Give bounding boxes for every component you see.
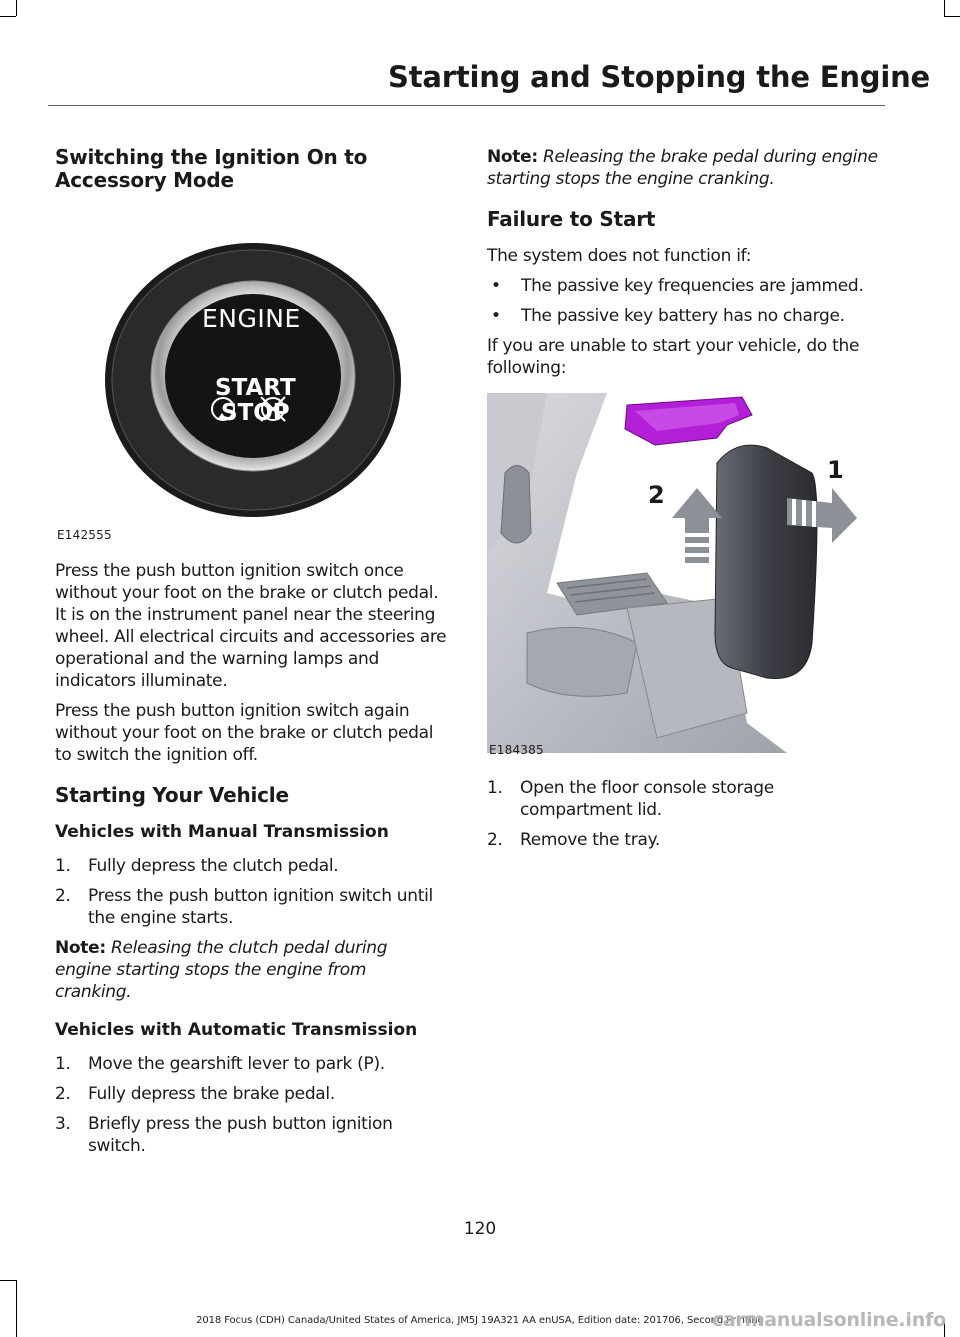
page-header-title: Starting and Stopping the Engine	[388, 60, 930, 94]
list-item: • The passive key frequencies are jammed.	[491, 276, 864, 296]
manual-steps-list	[55, 855, 447, 929]
crop-mark-bl-h	[0, 1280, 16, 1281]
failure-intro: The system does not function if:	[487, 246, 752, 266]
console-illustration	[487, 393, 867, 753]
left-column	[55, 146, 447, 1157]
callout-label-1: 1	[827, 456, 844, 484]
list-item: 1. Move the gearshift lever to park (P).	[55, 1054, 385, 1074]
figure-code: E142555	[57, 528, 112, 542]
subtitle-automatic-transmission: Vehicles with Automatic Transmission	[55, 1020, 418, 1040]
crop-mark-tr-h	[944, 16, 960, 17]
crop-mark-tl-h	[0, 16, 16, 17]
section-title-accessory-mode: Switching the Ignition On to Accessory Mode	[55, 145, 368, 192]
paragraph-accessory-off: Press the push button ignition switch again without your foot on the brake or clutch pedal to switch the ignition off.	[55, 701, 434, 765]
list-item: • The passive key battery has no charge.	[491, 306, 845, 326]
crop-mark-tl-v	[16, 0, 17, 16]
crop-mark-bl-v	[16, 1280, 17, 1337]
callout-label-2: 2	[648, 481, 665, 509]
button-label-start: START	[215, 375, 296, 401]
section-title-failure-to-start: Failure to Start	[487, 207, 656, 231]
button-label-stop: STOP	[221, 400, 290, 426]
footer-edition-info: 2018 Focus (CDH) Canada/United States of America, JM5J 19A321 AA enUSA, Edition date: 201706, Second Printing	[196, 1315, 764, 1326]
failure-conditions-list	[487, 275, 887, 327]
note-manual: Note: Releasing the clutch pedal during engine starting stops the engine from cranking.	[55, 938, 388, 1002]
page-number: 120	[463, 1219, 497, 1239]
list-item: 3. Briefly press the push button ignition switch.	[55, 1114, 393, 1156]
figure-start-stop-button	[55, 242, 447, 554]
section-title-starting-vehicle: Starting Your Vehicle	[55, 783, 289, 807]
watermark-logo: carmanualsonline.info	[711, 1309, 946, 1331]
button-label-engine: ENGINE	[202, 304, 301, 333]
crop-mark-tr-v	[944, 0, 945, 16]
failure-steps-list	[487, 777, 887, 851]
list-item: 2. Press the push button ignition switch until the engine starts.	[55, 886, 433, 928]
automatic-steps-list	[55, 1053, 447, 1157]
list-item: 1. Fully depress the clutch pedal.	[55, 856, 339, 876]
failure-instruction: If you are unable to start your vehicle, do the following:	[487, 336, 860, 378]
note-automatic: Note: Releasing the brake pedal during engine starting stops the engine cranking.	[487, 147, 878, 189]
figure-code: E184385	[489, 743, 544, 757]
right-column	[487, 146, 887, 851]
header-divider	[48, 105, 885, 106]
list-item: 1. Open the floor console storage compartment lid.	[487, 778, 774, 820]
list-item: 2. Remove the tray.	[487, 830, 661, 850]
subtitle-manual-transmission: Vehicles with Manual Transmission	[55, 822, 389, 842]
paragraph-accessory-on: Press the push button ignition switch once without your foot on the brake or clutch pedal. It is on the instrument panel near the steering wheel. All electrical circuits and accessories are operational and the warning lamps and indicators illuminate.	[55, 561, 447, 691]
figure-console-tray	[487, 393, 887, 765]
list-item: 2. Fully depress the brake pedal.	[55, 1084, 335, 1104]
